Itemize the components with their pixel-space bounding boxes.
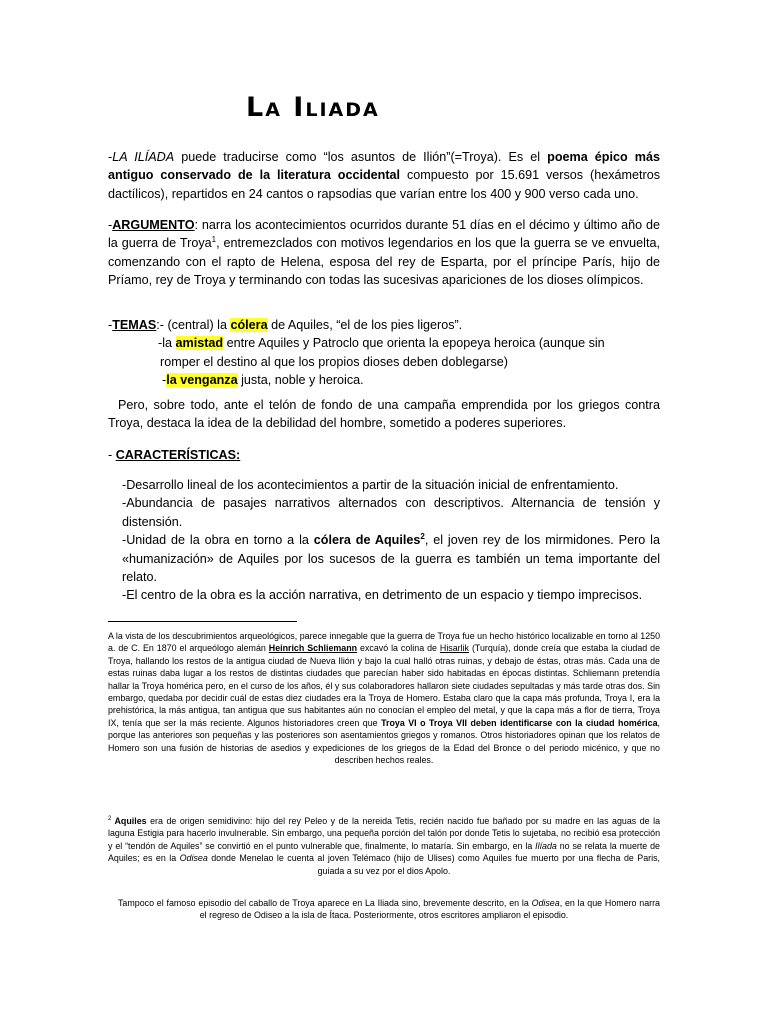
footnote-ref-1: 1 bbox=[211, 235, 217, 245]
themes-line-2-b: entre Aquiles y Patroclo que orienta la epopeya heroica (aunque sin bbox=[223, 336, 605, 351]
summary-paragraph bbox=[108, 396, 660, 433]
themes-label: TEMAS bbox=[112, 318, 157, 332]
footnote-1-text-4: , porque las anteriores son pequeñas y las posteriores son asentamientos griegos y romanos. Otros historiadores opinan que los relatos de Homero son una fusión de historias de asedios y expediciones de los griegos de la Edad del Bronce o del periodo micénico, y que no describen hechos reales. bbox=[108, 717, 660, 766]
document-title: La Iliada bbox=[246, 92, 380, 123]
argument-text-1: : narra los acontecimientos ocurridos durante 51 días en el décimo y último año de la guerra de Troya bbox=[108, 218, 660, 251]
footnote-3-odyssey: Odisea bbox=[531, 898, 560, 908]
footnote-1-place: Hisarlik bbox=[439, 643, 469, 654]
intro-paragraph bbox=[108, 148, 660, 203]
highlight-colera: cólera bbox=[230, 318, 268, 332]
footnote-3-text-2: , en la que Homero narra el regreso de Odiseo a la isla de Ítaca. Posteriormente, otros escritores ampliaron el episodio. bbox=[199, 898, 660, 921]
footnote-2-text-1: era de origen semidivino: hijo del rey Peleo y de la nereida Tetis, recién nacido fue bañado por su madre en las aguas de la laguna Estigia para hacerlo invulnerable. Sin embargo, una pequeña porción del talón por donde Tetis lo sujetaba, no recibió esa protección y el “tendón de Aquiles” se convirtió en el punto vulnerable que, finalmente, lo mataría. Sin embargo, en la bbox=[108, 816, 660, 851]
footnote-1-bold: Troya VI o Troya VII deben identificarse con la ciudad homérica bbox=[381, 717, 658, 728]
argument-label: ARGUMENTO bbox=[112, 218, 195, 232]
characteristic-item-2: -Abundancia de pasajes narrativos alternados con descriptivos. Alternancia de tensión y distensión. bbox=[122, 496, 660, 529]
highlight-venganza: la venganza bbox=[166, 373, 238, 388]
footnote-1-text-1: A la vista de los descubrimientos arqueológicos, parece innegable que la guerra de Troya fue un hecho histórico localizable en torno al 1250 a. de C. En 1870 el arqueólogo alemán bbox=[108, 631, 660, 654]
footnote-3 bbox=[108, 897, 660, 922]
themes-line-4 bbox=[108, 371, 660, 389]
summary-text: Pero, sobre todo, ante el telón de fondo de una campaña emprendida por los griegos contra Troya, destaca la idea de la debilidad del hombre, sometido a poderes superiores. bbox=[108, 398, 660, 431]
characteristics-heading bbox=[108, 446, 660, 464]
footnote-separator bbox=[108, 621, 297, 622]
characteristics-dash: - bbox=[108, 448, 116, 462]
footnote-2-text-2: no se relata la muerte de Aquiles; es en la bbox=[108, 840, 660, 864]
themes-line-4-b: justa, noble y heroica. bbox=[237, 373, 364, 388]
footnote-2-name: Aquiles bbox=[111, 816, 147, 826]
argument-dash: - bbox=[108, 218, 113, 232]
themes-line-3: romper el destino al que los propios dioses deben doblegarse) bbox=[160, 354, 508, 369]
footnote-1-text-3: (Turquía), donde creía que estaba la ciudad de Troya, hallando los restos de la antigua ciudad de Nueva Ilión y bajo la cual halló otras ruinas, y debajo de éstas, otras más. Cada una de estas ruinas daba lugar a los restos de distintas ciudades que parecían haber sido habitadas en épocas distintas. Schliemann pretendía hallar la Troya homérica pero, en el curso de los años, él y sus colaboradores hallaron siete ciudades sepultadas y más tarde otras dos. Sin embargo, quedaba por decidir cuál de estas diez ciudades era la Troya de Homero. Estaba claro que la capa más profunda, Troya I, era la prehistórica, la más antigua, tan antigua que sus habitantes aún no conocían el empleo del metal, y que la capa más a flor de tierra, Troya IX, tenía que ser la más reciente. Algunos historiadores creen que bbox=[108, 643, 661, 728]
themes-line-4-a: - bbox=[162, 373, 167, 388]
themes-line-1 bbox=[108, 316, 660, 334]
highlight-amistad: amistad bbox=[175, 336, 224, 351]
footnote-1-text-2: excavó la colina de bbox=[357, 643, 440, 654]
intro-dash: - bbox=[108, 150, 113, 164]
characteristic-item-3-c: , el joven rey de los mirmidones. Pero la «humanización» de Aquiles por los sucesos de la guerra es también un tema importante del relato. bbox=[122, 533, 660, 585]
intro-text-2: compuesto por 15.691 versos (hexámetros dactílicos), repartidos en 24 cantos o rapsodias que varían entre los 400 y 900 verso cada uno. bbox=[108, 168, 660, 201]
characteristics-list bbox=[108, 476, 660, 605]
characteristic-item-1: -Desarrollo lineal de los acontecimientos a partir de la situación inicial de enfrentamiento. bbox=[122, 478, 619, 492]
intro-work-title: LA ILÍADA bbox=[112, 150, 175, 164]
footnote-2-text-3: donde Menelao le cuenta al joven Telémaco (hijo de Ulises) como Aquiles fue muerto por una flecha de Paris, guiada a su vez por el dios Apolo. bbox=[207, 853, 660, 876]
footnote-2-iliad: Ilíada bbox=[535, 840, 557, 851]
footnote-2 bbox=[108, 815, 660, 877]
footnote-ref-2: 2 bbox=[420, 532, 425, 542]
intro-text-1: puede traducirse como “los asuntos de Ilión”(=Troya). Es el bbox=[174, 150, 548, 164]
themes-line-2 bbox=[108, 334, 660, 352]
footnote-2-marker: 2 bbox=[108, 816, 112, 823]
themes-line-2-a: -la bbox=[158, 336, 176, 351]
themes-line-1-a: :- (central) la bbox=[156, 318, 231, 332]
footnote-1 bbox=[108, 630, 660, 766]
footnote-2-odyssey: Odisea bbox=[179, 853, 208, 864]
argument-text-2: , entremezclados con motivos legendarios en los que la guerra se ve envuelta, comenzando con el rapto de Helena, esposa del rey de Esparta, por el príncipe París, hijo de Príamo, rey de Troya y terminando con todas las sucesivas apariciones de los dioses olímpicos. bbox=[108, 236, 660, 288]
characteristics-label: CARACTERÍSTICAS: bbox=[115, 448, 241, 462]
argument-paragraph bbox=[108, 216, 660, 290]
characteristic-item-4: -El centro de la obra es la acción narrativa, en detrimento de un espacio y tiempo imprecisos. bbox=[122, 588, 643, 603]
footnote-1-name: Heinrich Schliemann bbox=[268, 643, 358, 654]
characteristic-item-3 bbox=[122, 531, 660, 586]
footnote-3-text-1: Tampoco el famoso episodio del caballo de Troya aparece en La Iliada sino, brevemente descrito, en la bbox=[118, 898, 532, 908]
characteristic-item-3-a: -Unidad de la obra en torno a la bbox=[122, 533, 314, 548]
themes-line-1-b: de Aquiles, “el de los pies ligeros”. bbox=[267, 318, 463, 332]
characteristic-item-3-bold: cólera de Aquiles bbox=[313, 533, 421, 548]
themes-dash: - bbox=[108, 318, 113, 332]
intro-bold-text: poema épico más antiguo conservado de la literatura occidental bbox=[108, 150, 660, 183]
themes-section bbox=[108, 316, 660, 390]
